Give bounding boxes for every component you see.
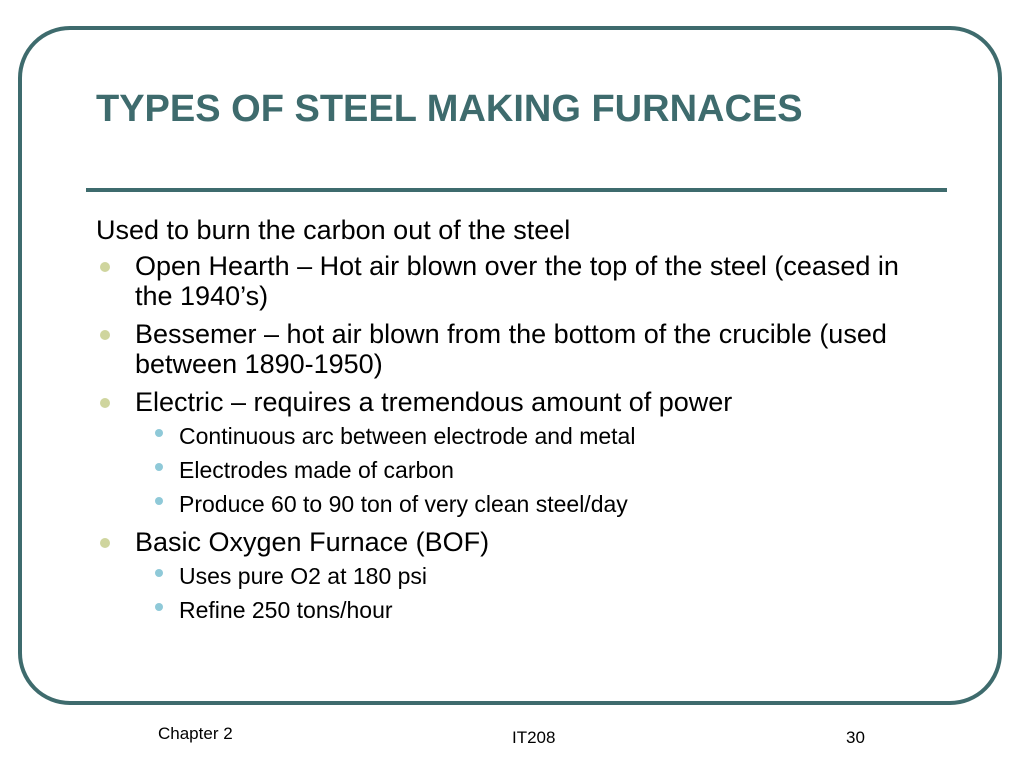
sub-bullet-item <box>135 595 936 625</box>
bullet-item <box>96 387 936 519</box>
sub-bullet-dot-icon <box>155 497 163 505</box>
slide-title: TYPES OF STEEL MAKING FURNACES <box>96 88 803 130</box>
title-divider <box>86 188 947 192</box>
sub-bullet-list <box>135 561 936 625</box>
bullet-dot-icon <box>100 330 110 340</box>
sub-bullet-dot-icon <box>155 603 163 611</box>
bullet-text: Basic Oxygen Furnace (BOF) <box>135 527 490 557</box>
sub-bullet-dot-icon <box>155 429 163 437</box>
sub-bullet-dot-icon <box>155 463 163 471</box>
sub-bullet-item <box>135 421 936 451</box>
bullet-text: Open Hearth – Hot air blown over the top of the steel (ceased in the 1940’s) <box>135 251 899 311</box>
bullet-list <box>96 251 936 625</box>
sub-bullet-item <box>135 489 936 519</box>
footer-chapter: Chapter 2 <box>158 724 233 743</box>
slide-content <box>96 214 936 633</box>
intro-text: Used to burn the carbon out of the steel <box>96 215 571 245</box>
bullet-item <box>96 527 936 625</box>
sub-bullet-text: Produce 60 to 90 ton of very clean steel/day <box>179 491 628 517</box>
bullet-dot-icon <box>100 398 110 408</box>
sub-bullet-text: Uses pure O2 at 180 psi <box>179 563 428 589</box>
sub-bullet-text: Continuous arc between electrode and metal <box>179 423 636 449</box>
bullet-item <box>96 319 936 379</box>
sub-bullet-list <box>135 421 936 519</box>
bullet-dot-icon <box>100 538 110 548</box>
sub-bullet-text: Refine 250 tons/hour <box>179 597 393 623</box>
sub-bullet-item <box>135 561 936 591</box>
bullet-text: Bessemer – hot air blown from the bottom of the crucible (used between 1890-1950) <box>135 319 887 379</box>
bullet-text: Electric – requires a tremendous amount of power <box>135 387 733 417</box>
footer-page-number: 30 <box>846 728 865 747</box>
bullet-dot-icon <box>100 262 110 272</box>
sub-bullet-item <box>135 455 936 485</box>
sub-bullet-dot-icon <box>155 569 163 577</box>
bullet-item <box>96 251 936 311</box>
sub-bullet-text: Electrodes made of carbon <box>179 457 454 483</box>
footer-course: IT208 <box>512 728 556 747</box>
